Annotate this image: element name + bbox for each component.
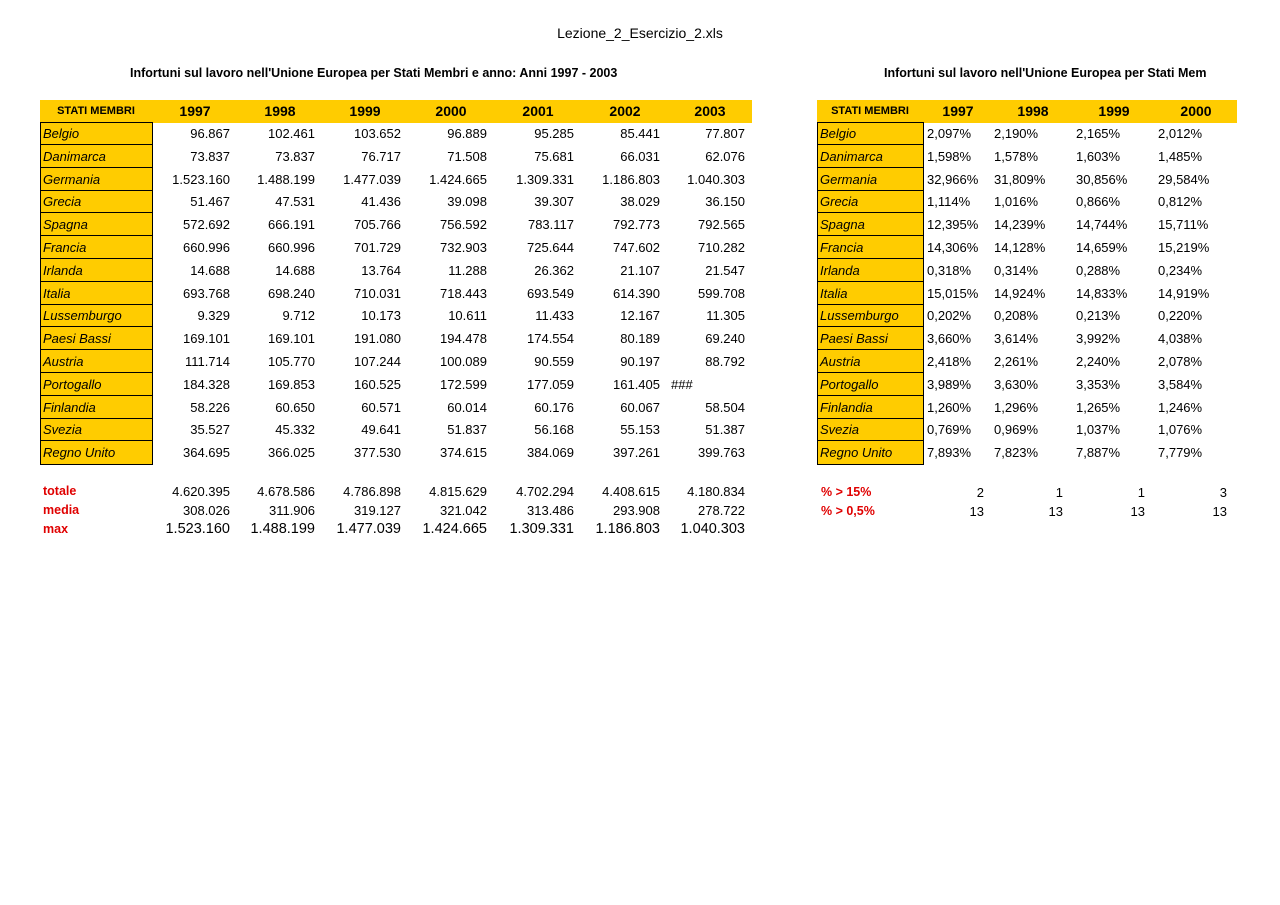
left-country-name: Danimarca [41,145,152,168]
left-cell-value: 732.903 [440,240,487,255]
right-country-name: Francia [818,236,923,259]
right-cell-percentage: 14,306% [927,240,979,255]
right-header-row [817,100,1237,123]
right-cell-percentage: 1,114% [927,194,971,210]
left-cell-value: 1.040.303 [687,171,745,187]
right-cell-percentage: 3,660% [927,331,972,347]
left-cell-value: 698.240 [268,285,315,301]
left-cell-value: 55.153 [620,422,660,438]
right-summary-label: % > 0,5% [821,504,875,518]
left-cell-value: 792.773 [613,217,660,233]
right-cell-percentage: 2,165% [1076,126,1121,141]
left-country-name: Belgio [41,122,152,145]
right-cell-percentage: 3,989% [927,376,972,392]
right-country-name: Paesi Bassi [818,327,923,350]
left-cell-value: 14.688 [275,262,315,278]
right-cell-percentage: 14,239% [994,217,1046,233]
right-cell-percentage: 1,016% [994,194,1039,210]
left-summary-label-media: media [43,503,80,517]
left-cell-value: 160.525 [354,376,401,392]
right-country-name: Italia [818,282,923,305]
right-summary-value: 13 [1130,504,1145,519]
right-cell-percentage: 0,969% [994,422,1039,438]
left-summary-value: 1.477.039 [336,521,401,537]
left-table-title: Infortuni sul lavoro nell'Unione Europea per Stati Membri e anno: Anni 1997 - 2003 [130,66,618,80]
right-cell-percentage: 30,856% [1076,171,1128,187]
left-cell-value: 11.305 [706,308,745,324]
left-cell-value: 111.714 [184,354,230,369]
left-country-name: Germania [41,168,152,191]
right-cell-percentage: 12,395% [927,217,979,233]
left-cell-value: 9.329 [197,308,230,324]
right-cell-percentage: 3,614% [994,331,1039,347]
left-country-name: Francia [41,236,152,259]
left-header-year-1998: 1998 [264,103,296,119]
right-header-year-1999: 1999 [1098,103,1130,119]
right-cell-percentage: 0,769% [927,422,972,438]
left-cell-value: 60.014 [447,399,487,415]
left-cell-value: 14.688 [190,262,230,278]
left-cell-value: 710.282 [698,240,745,255]
left-summary-value: 4.786.898 [343,484,401,499]
left-summary-value: 4.180.834 [687,484,745,499]
left-cell-value: 660.996 [268,240,315,255]
left-summary-value: 293.908 [613,503,660,518]
left-cell-value: 56.168 [534,422,574,438]
left-header-year-2000: 2000 [435,103,467,119]
left-cell-value: 96.889 [447,126,487,141]
left-summary-value: 1.488.199 [250,521,315,537]
left-country-name: Portogallo [41,373,152,396]
left-summary-value: 319.127 [354,503,401,518]
right-cell-percentage: 2,097% [927,126,972,141]
right-cell-percentage: 1,260% [927,399,972,415]
left-cell-value: 710.031 [354,285,401,301]
left-cell-value: 756.592 [440,217,487,233]
left-cell-overflow: ### [671,376,693,392]
right-cell-percentage: 31,809% [994,171,1046,187]
left-cell-value: 35.527 [190,422,230,438]
left-summary-value: 4.408.615 [602,484,660,499]
left-summary-value: 4.620.395 [172,484,230,499]
right-cell-percentage: 1,296% [994,399,1039,415]
right-cell-percentage: 0,314% [994,262,1039,278]
left-cell-value: 614.390 [613,285,660,301]
right-header-year-2000: 2000 [1180,103,1212,119]
left-cell-value: 177.059 [527,376,574,392]
left-cell-value: 9.712 [282,308,315,324]
left-cell-value: 1.309.331 [516,171,574,187]
right-cell-percentage: 0,213% [1076,308,1121,324]
left-summary-value: 4.678.586 [257,484,315,499]
left-cell-value: 10.173 [361,308,401,324]
right-cell-percentage: 2,190% [994,126,1039,141]
left-cell-value: 73.837 [275,148,315,164]
left-cell-value: 51.837 [447,422,487,438]
right-cell-percentage: 3,584% [1158,376,1203,392]
right-country-name: Irlanda [818,259,923,282]
right-cell-percentage: 3,630% [994,376,1039,392]
left-cell-value: 1.477.039 [343,171,401,187]
left-cell-value: 693.768 [183,285,230,301]
left-cell-value: 1.186.803 [602,171,660,187]
right-country-name: Portogallo [818,373,923,396]
left-country-name: Svezia [41,418,152,441]
left-cell-value: 80.189 [620,331,660,347]
left-cell-value: 107.244 [354,354,401,369]
left-cell-value: 725.644 [527,240,574,255]
right-cell-percentage: 0,288% [1076,262,1121,278]
left-summary-value: 278.722 [698,503,745,518]
left-cell-value: 169.101 [268,331,315,347]
left-cell-value: 747.602 [613,240,660,255]
right-cell-percentage: 2,418% [927,354,972,369]
right-cell-percentage: 7,893% [927,445,972,461]
left-country-name: Finlandia [41,396,152,419]
right-country-name: Germania [818,168,923,191]
left-cell-value: 105.770 [268,354,315,369]
left-header-year-2003: 2003 [694,103,726,119]
left-cell-value: 666.191 [268,217,315,233]
right-cell-percentage: 3,353% [1076,376,1121,392]
left-cell-value: 38.029 [620,194,660,210]
left-cell-value: 11.433 [535,308,574,324]
left-cell-value: 88.792 [705,354,745,369]
left-cell-value: 39.307 [534,194,574,210]
left-summary-value: 1.309.331 [509,521,574,537]
left-country-name: Grecia [41,190,152,213]
left-cell-value: 73.837 [190,148,230,164]
right-header-year-1997: 1997 [942,103,974,119]
right-summary-value: 1 [1055,485,1063,500]
right-cell-percentage: 32,966% [927,171,979,187]
left-summary-label-totale: totale [43,484,77,498]
left-header-year-1997: 1997 [179,103,211,119]
left-cell-value: 1.523.160 [172,171,230,187]
right-cell-percentage: 15,219% [1158,240,1210,255]
left-summary-value: 311.906 [268,503,315,518]
right-country-name: Austria [818,350,923,373]
right-country-name: Belgio [818,122,923,145]
right-summary-value: 1 [1137,485,1145,500]
left-cell-value: 783.117 [527,217,574,233]
left-cell-value: 58.504 [705,399,745,415]
left-cell-value: 792.565 [698,217,745,233]
right-cell-percentage: 1,603% [1076,148,1121,164]
left-header-year-1999: 1999 [349,103,381,119]
right-cell-percentage: 7,779% [1158,445,1203,461]
left-cell-value: 76.717 [361,148,401,164]
left-cell-value: 599.708 [698,285,745,301]
left-cell-value: 62.076 [705,148,745,164]
left-cell-value: 12.167 [620,308,660,324]
left-cell-value: 69.240 [705,331,745,347]
left-cell-value: 161.405 [613,376,660,392]
left-cell-value: 397.261 [613,445,660,461]
left-cell-value: 41.436 [361,194,401,210]
left-cell-value: 49.641 [361,422,401,438]
right-cell-percentage: 1,246% [1158,399,1203,415]
right-cell-percentage: 2,078% [1158,354,1203,369]
right-cell-percentage: 0,234% [1158,262,1203,278]
left-country-name: Spagna [41,213,152,236]
right-cell-percentage: 14,833% [1076,285,1128,301]
right-cell-percentage: 1,076% [1158,422,1203,438]
right-cell-percentage: 1,485% [1158,148,1203,164]
left-summary-value: 4.702.294 [516,484,574,499]
left-cell-value: 100.089 [440,354,487,369]
left-cell-value: 1.424.665 [429,171,487,187]
left-summary-value: 1.424.665 [422,521,487,537]
left-cell-value: 169.101 [183,331,230,347]
left-cell-value: 96.867 [190,126,230,141]
right-cell-percentage: 0,318% [927,262,972,278]
left-cell-value: 21.547 [705,262,745,278]
left-cell-value: 13.764 [361,262,401,278]
left-cell-value: 58.226 [190,399,230,415]
right-cell-percentage: 1,578% [994,148,1039,164]
left-cell-value: 21.107 [620,262,660,278]
right-cell-percentage: 2,240% [1076,354,1121,369]
left-country-name: Austria [41,350,152,373]
left-cell-value: 1.488.199 [257,171,315,187]
left-cell-value: 693.549 [527,285,574,301]
left-cell-value: 11.288 [448,262,487,278]
left-country-name: Irlanda [41,259,152,282]
left-summary-value: 313.486 [527,503,574,518]
left-cell-value: 51.467 [190,194,230,210]
right-summary-value: 13 [1212,504,1227,519]
left-cell-value: 399.763 [698,445,745,461]
right-cell-percentage: 1,037% [1076,422,1121,438]
left-header-year-2001: 2001 [522,103,554,119]
left-cell-value: 47.531 [275,194,315,210]
left-cell-value: 77.807 [705,126,745,141]
left-cell-value: 169.853 [268,376,315,392]
left-cell-value: 60.067 [620,399,660,415]
right-country-name: Grecia [818,190,923,213]
left-cell-value: 26.362 [534,262,574,278]
right-cell-percentage: 2,012% [1158,126,1203,141]
right-country-name: Danimarca [818,145,923,168]
right-cell-percentage: 14,659% [1076,240,1128,255]
right-cell-percentage: 7,887% [1076,445,1121,461]
left-country-name: Regno Unito [43,445,116,461]
right-country-name: Lussemburgo [818,304,923,327]
right-cell-percentage: 1,265% [1076,399,1121,415]
left-cell-value: 366.025 [268,445,315,461]
left-summary-value: 1.186.803 [595,521,660,537]
left-cell-value: 102.461 [268,126,315,141]
left-country-name: Lussemburgo [41,304,152,327]
right-cell-percentage: 1,598% [927,148,972,164]
right-cell-percentage: 14,744% [1076,217,1128,233]
left-cell-value: 172.599 [440,376,487,392]
right-header-stati-membri: STATI MEMBRI [831,105,909,117]
right-cell-percentage: 14,924% [994,285,1046,301]
left-cell-value: 184.328 [183,376,230,392]
left-cell-value: 71.508 [447,148,487,164]
left-summary-value: 308.026 [183,503,230,518]
left-header-stati-membri: STATI MEMBRI [57,105,135,117]
left-cell-value: 60.571 [361,399,401,415]
left-country-name: Italia [41,282,152,305]
left-cell-value: 60.650 [275,399,315,415]
left-cell-value: 45.332 [275,422,315,438]
left-cell-value: 705.766 [354,217,401,233]
right-header-year-1998: 1998 [1017,103,1049,119]
left-cell-value: 90.559 [534,354,574,369]
right-table-title: Infortuni sul lavoro nell'Unione Europea per Stati Mem [884,66,1207,80]
right-cell-percentage: 0,812% [1158,194,1203,210]
right-cell-percentage: 0,866% [1076,194,1121,210]
left-country-name: Paesi Bassi [41,327,152,350]
left-cell-value: 191.080 [354,331,401,347]
left-summary-value: 4.815.629 [429,484,487,499]
right-country-name: Svezia [818,418,923,441]
right-cell-percentage: 14,128% [994,240,1046,255]
right-cell-percentage: 29,584% [1158,171,1210,187]
left-cell-value: 718.443 [440,285,487,301]
left-cell-value: 103.652 [354,126,401,141]
left-cell-value: 75.681 [534,148,574,164]
left-cell-value: 701.729 [354,240,401,255]
right-cell-percentage: 0,220% [1158,308,1203,324]
left-cell-value: 90.197 [620,354,660,369]
left-cell-value: 95.285 [534,126,574,141]
left-cell-value: 51.387 [705,422,745,438]
left-summary-value: 1.523.160 [165,521,230,537]
right-country-name: Regno Unito [820,445,893,461]
left-header-row [40,100,752,123]
left-cell-value: 384.069 [527,445,574,461]
left-summary-value: 1.040.303 [680,521,745,537]
left-header-year-2002: 2002 [609,103,641,119]
right-cell-percentage: 15,711% [1158,217,1209,233]
left-cell-value: 572.692 [183,217,230,233]
right-summary-label: % > 15% [821,485,872,499]
right-country-name: Spagna [818,213,923,236]
left-cell-value: 194.478 [440,331,487,347]
right-country-name: Finlandia [818,396,923,419]
right-summary-value: 13 [969,504,984,519]
right-cell-percentage: 15,015% [927,285,979,301]
right-summary-value: 3 [1219,485,1227,500]
left-cell-value: 66.031 [620,148,660,164]
right-cell-percentage: 4,038% [1158,331,1203,347]
left-cell-value: 10.611 [448,308,487,324]
right-cell-percentage: 2,261% [994,354,1039,369]
right-cell-percentage: 0,202% [927,308,972,324]
left-cell-value: 36.150 [705,194,745,210]
right-summary-value: 2 [976,485,984,500]
right-cell-percentage: 0,208% [994,308,1039,324]
left-cell-value: 374.615 [440,445,487,461]
left-cell-value: 377.530 [354,445,401,461]
left-cell-value: 85.441 [620,126,660,141]
right-cell-percentage: 3,992% [1076,331,1121,347]
left-cell-value: 39.098 [447,194,487,210]
left-cell-value: 660.996 [183,240,230,255]
right-summary-value: 13 [1048,504,1063,519]
right-cell-percentage: 7,823% [994,445,1039,461]
left-summary-value: 321.042 [440,503,487,518]
left-cell-value: 174.554 [527,331,574,347]
right-cell-percentage: 14,919% [1158,285,1210,301]
left-cell-value: 364.695 [183,445,230,461]
left-summary-label-max: max [43,522,69,536]
left-cell-value: 60.176 [534,399,574,415]
document-title: Lezione_2_Esercizio_2.xls [557,25,723,41]
